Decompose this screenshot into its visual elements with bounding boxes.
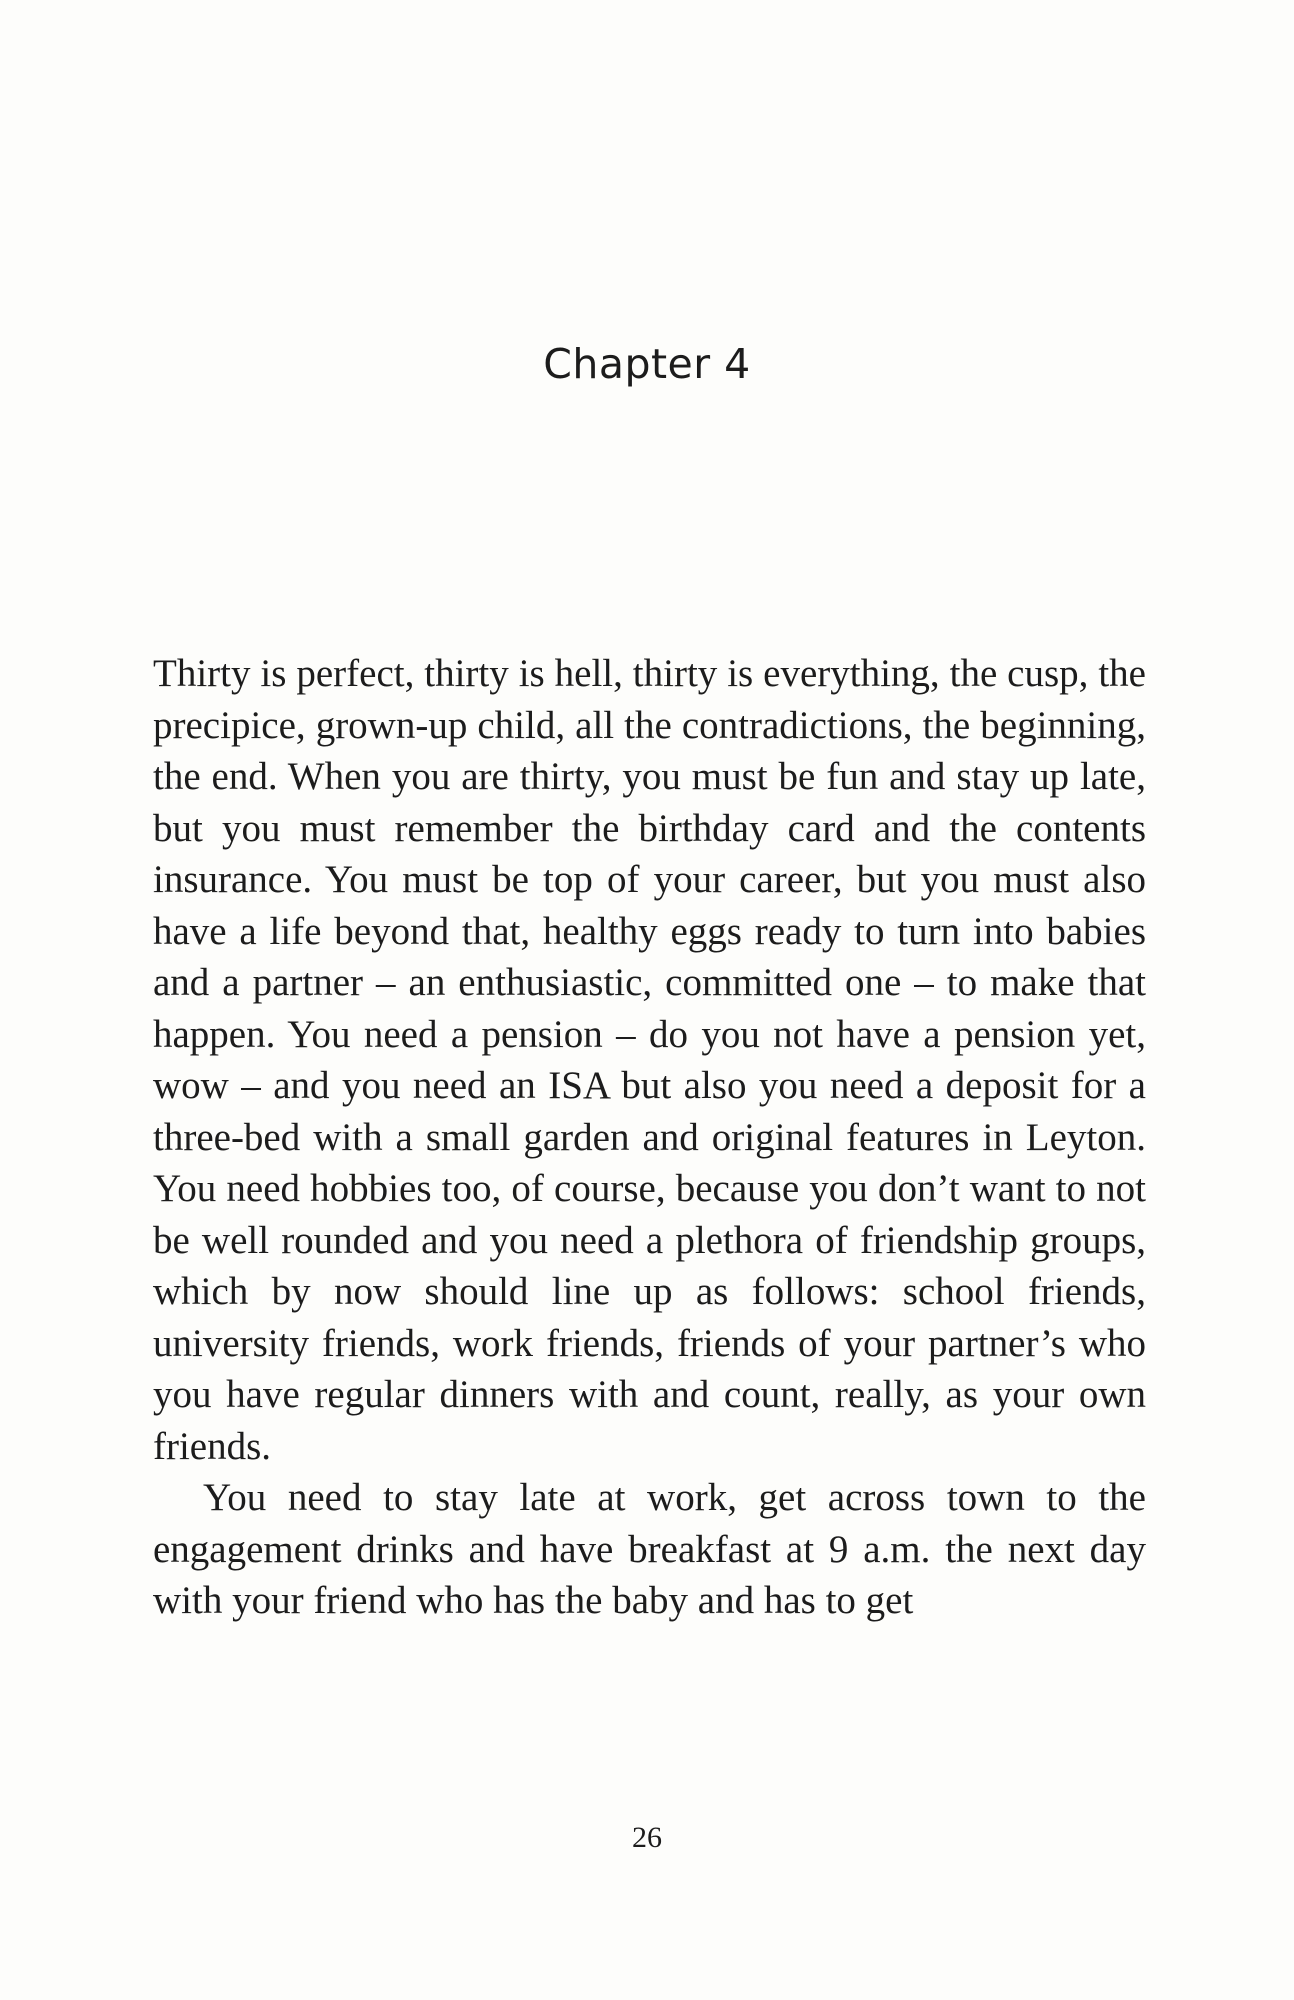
- paragraph: Thirty is perfect, thirty is hell, thirty is everything, the cusp, the precipice, grown-up child, all the contradictions, the beginning, the end. When you are thirty, you must be fun and stay up late, but you must remember the birthday card and the contents insurance. You must be top of your career, but you must also have a life beyond that, healthy eggs ready to turn into babies and a partner – an enthusiastic, committed one – to make that happen. You need a pension – do you not have a pension yet, wow – and you need an ISA but also you need a deposit for a three-bed with a small garden and original features in Leyton. You need hobbies too, of course, because you don’t want to not be well rounded and you need a plethora of friendship groups, which by now should line up as follows: school friends, university friends, work friends, friends of your partner’s who you have regular dinners with and count, really, as your own friends.: [153, 652, 1146, 1468]
- page-number: 26: [632, 1821, 662, 1854]
- chapter-body: [153, 648, 1146, 1627]
- chapter-title: Chapter 4: [543, 340, 751, 388]
- paragraph: You need to stay late at work, get across town to the engagement drinks and have breakfast at 9 a.m. the next day with your friend who has the baby and has to get: [153, 1476, 1146, 1622]
